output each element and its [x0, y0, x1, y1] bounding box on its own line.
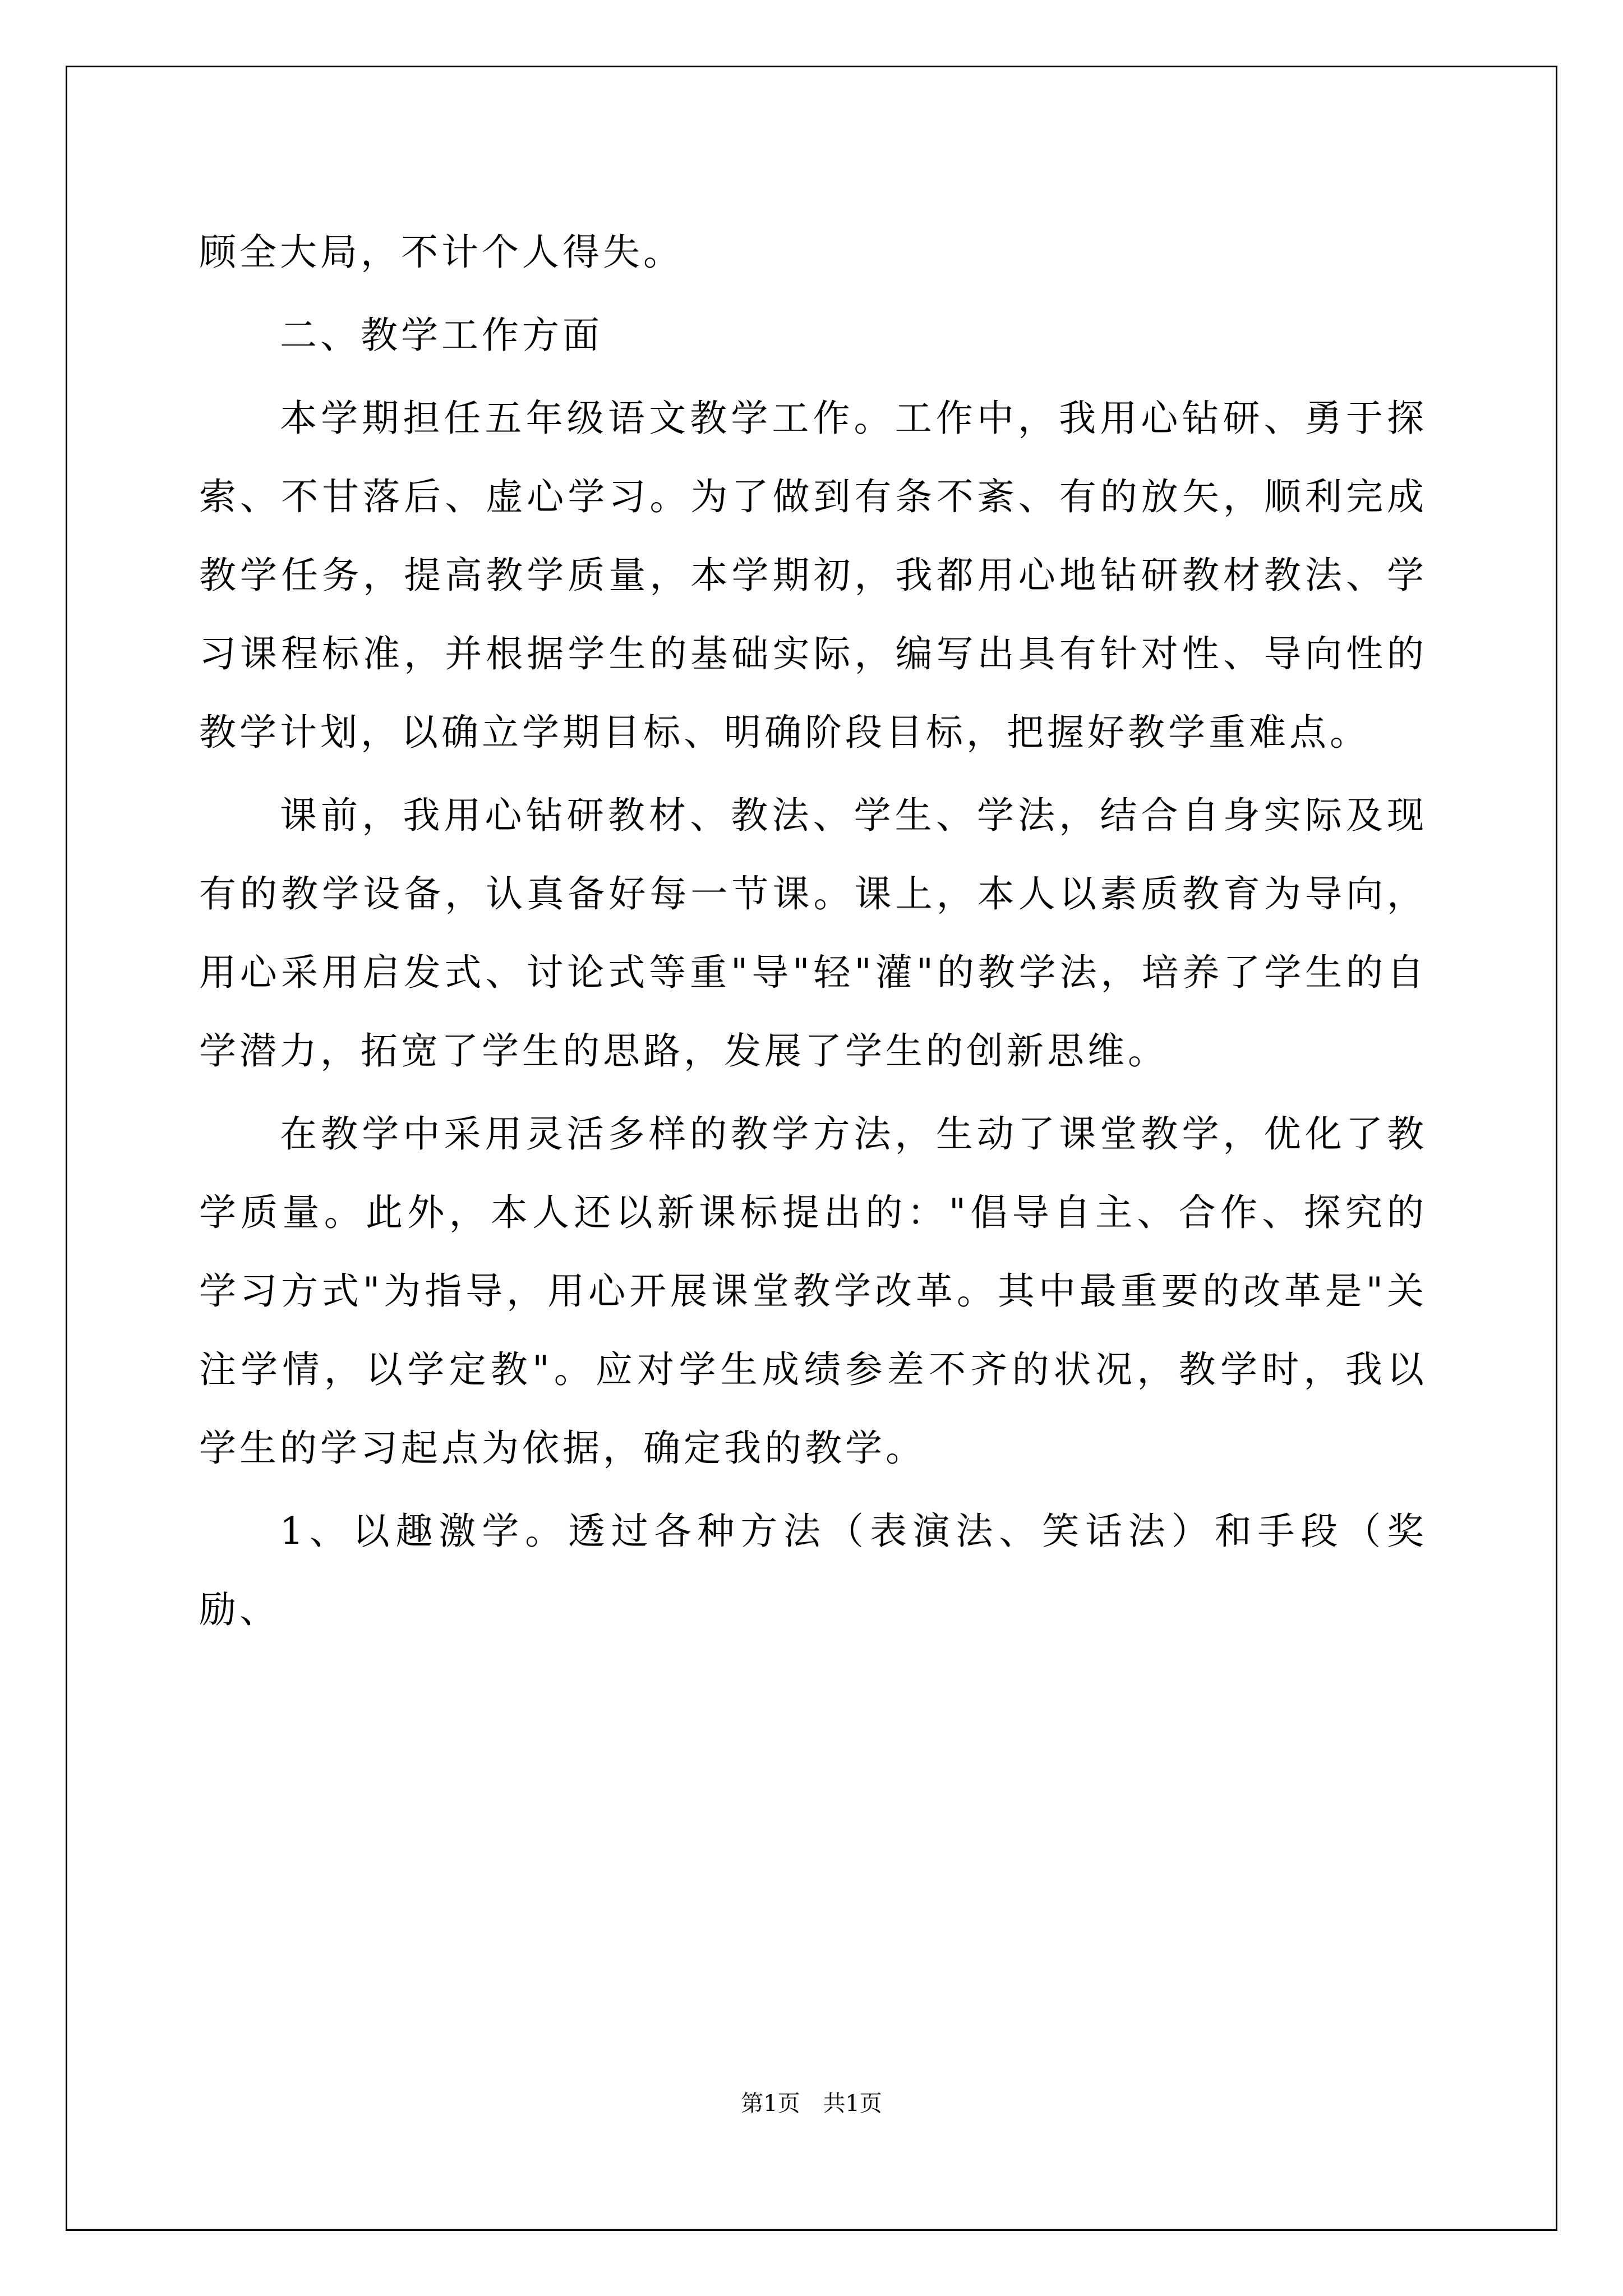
section-heading: 二、教学工作方面	[280, 314, 603, 357]
paragraph: 顾全大局，不计个人得失。	[199, 231, 684, 274]
page-number-current: 第1页	[741, 2091, 800, 2116]
paragraph: 本学期担任五年级语文教学工作。工作中，我用心钻研、勇于探索、不甘落后、虚心学习。为了做到有条不紊、有的放矢，顺利完成教学任务，提高教学质量，本学期初，我都用心地钻研教材教法、学习课程标准，并根据学生的基础实际，编写出具有针对性、导向性的教学计划，以确立学期目标、明确阶段目标，把握好教学重难点。	[199, 397, 1427, 754]
document-body	[199, 213, 1427, 1654]
paragraph: 在教学中采用灵活多样的教学方法，生动了课堂教学，优化了教学质量。此外，本人还以新课标提出的："倡导自主、合作、探究的学习方式"为指导，用心开展课堂教学改革。其中最重要的改革是"关注学情，以学定教"。应对学生成绩参差不齐的状况，教学时，我以学生的学习起点为依据，确定我的教学。	[199, 1112, 1427, 1470]
page-footer	[0, 2086, 1623, 2118]
paragraph: 课前，我用心钻研教材、教法、学生、学法，结合自身实际及现有的教学设备，认真备好每一节课。课上，本人以素质教育为导向，用心采用启发式、讨论式等重"导"轻"灌"的教学法，培养了学生的自学潜力，拓宽了学生的思路，发展了学生的创新思维。	[199, 794, 1427, 1073]
paragraph: 1、以趣激学。透过各种方法（表演法、笑话法）和手段（奖励、	[199, 1510, 1427, 1631]
page-number-total: 共1页	[823, 2091, 882, 2116]
